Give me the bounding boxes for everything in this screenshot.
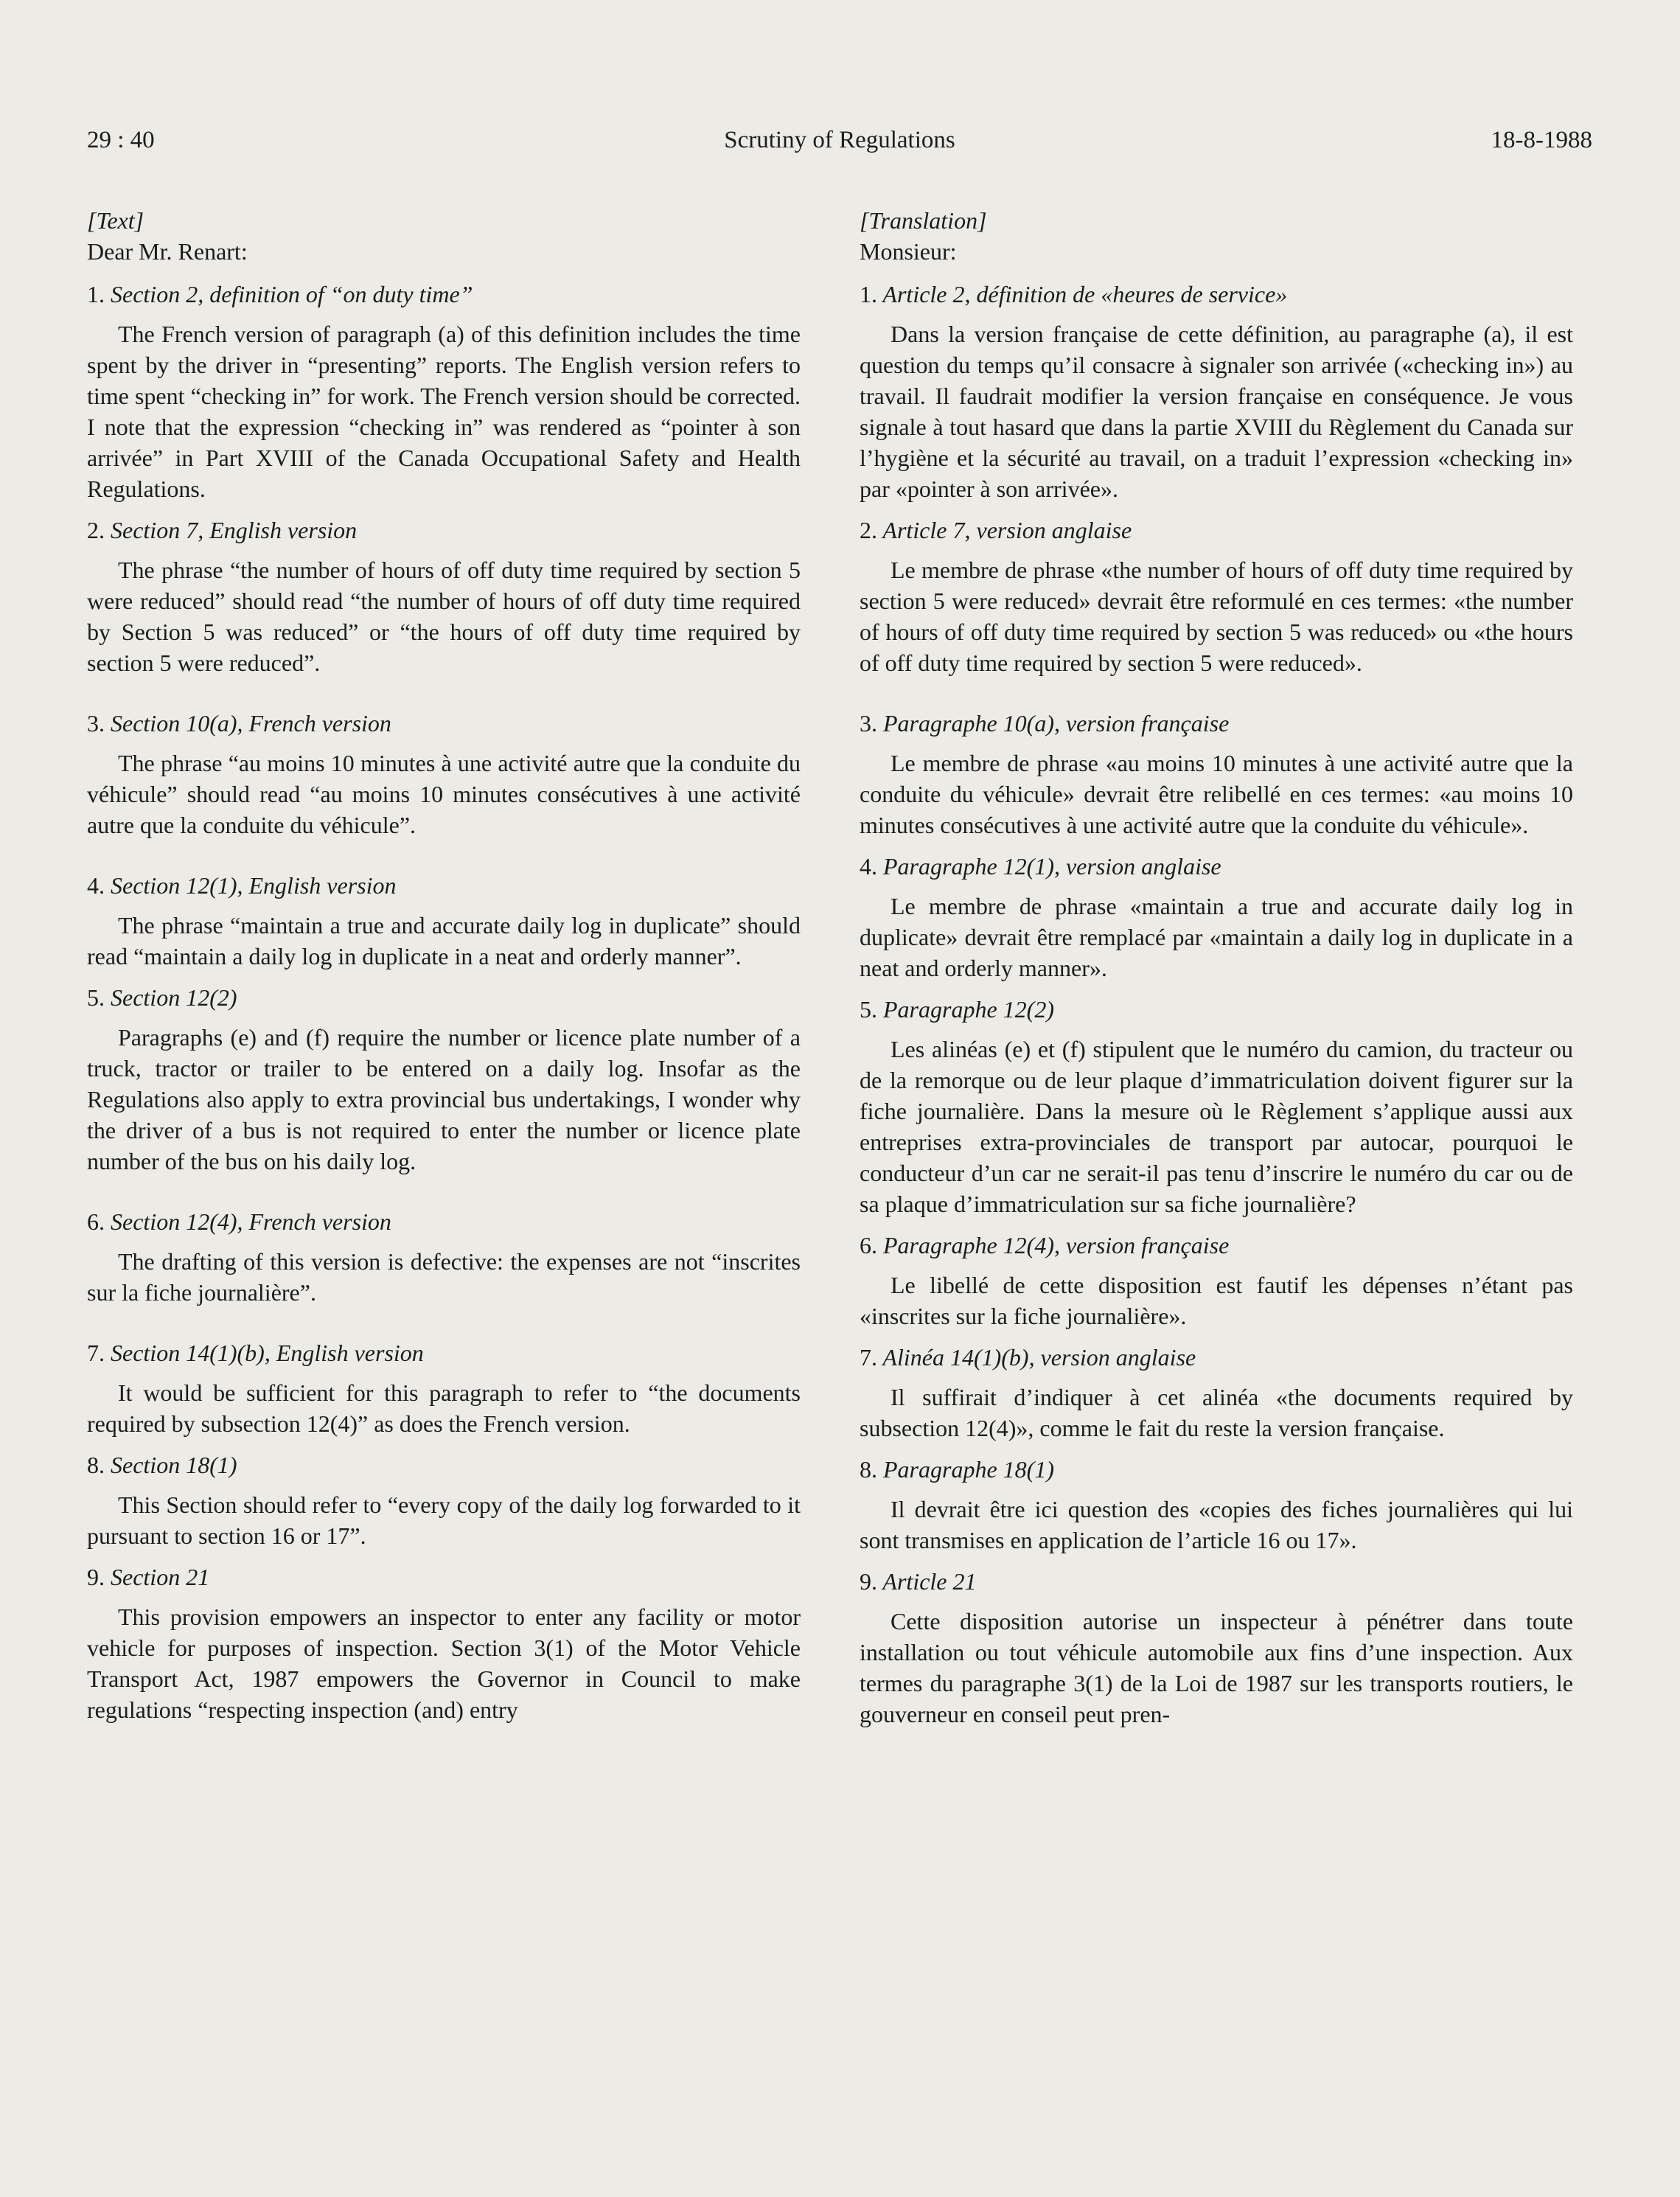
section-body: The French version of paragraph (a) of this definition includes the time spent by the driver in “presenting” reports. The English version refers to time spent “checking in” for work. The French version should be corrected. I note that the expression “checking in” was rendered as “pointer à son arrivée” in Part XVIII of the Canada Occupational Safety and Health Regulations.: [87, 321, 801, 502]
salutation: Dear Mr. Renart:: [87, 238, 248, 265]
section-heading: [860, 515, 1573, 546]
section-title: Section 10(a), French version: [111, 710, 391, 737]
section-number: 4.: [860, 853, 877, 880]
section-title: Section 21: [111, 1564, 210, 1590]
translation-label: [Translation]: [860, 207, 987, 234]
section-title: Paragraphe 18(1): [883, 1456, 1054, 1483]
section-heading: [87, 708, 801, 739]
section-number: 5.: [87, 984, 105, 1011]
section-heading: [860, 708, 1573, 739]
section-body: This provision empowers an inspector to enter any facility or motor vehicle for purposes of inspection. Section 3(1) of the Motor Vehicle Transport Act, 1987 empowers the Governor in Council to make regulations “respecting inspection (and) entry: [87, 1604, 801, 1723]
section-number: 2.: [87, 517, 105, 543]
section-number: 3.: [860, 710, 877, 737]
section-heading: [87, 1449, 801, 1480]
section-body: Il devrait être ici question des «copies des fiches journalières qui lui sont transmises en application de l’article 16 ou 17».: [860, 1496, 1573, 1553]
section-heading: [860, 1342, 1573, 1373]
section-body: Cette disposition autorise un inspecteur à pénétrer dans toute installation ou tout véhicule automobile aux fins d’une inspection. Aux termes du paragraphe 3(1) de la Loi de 1987 sur les transports routiers, le gouverneur en conseil peut pren-: [860, 1608, 1573, 1727]
section-title: Article 7, version anglaise: [882, 517, 1132, 543]
section-heading: [860, 994, 1573, 1025]
section-title: Article 2, définition de «heures de service»: [882, 281, 1288, 307]
section-body: The drafting of this version is defective: the expenses are not “inscrites sur la fiche journalière”.: [87, 1248, 801, 1306]
section-heading: [87, 870, 801, 901]
section-title: Section 12(4), French version: [111, 1208, 391, 1235]
page-reference: 29 : 40: [87, 127, 155, 153]
french-column: [860, 205, 1573, 1740]
section-body: Les alinéas (e) et (f) stipulent que le numéro du camion, du tracteur ou de la remorque ou de leur plaque d’immatriculation doivent figurer sur la fiche journalière. Dans la mesure où le Règlement s’applique aussi aux entreprises extra-provinciales de transport par autocar, pourquoi le conducteur d’un car ne serait-il pas tenu d’inscrire le numéro du car ou de sa plaque d’immatriculation sur sa fiche journalière?: [860, 1036, 1573, 1217]
section-heading: [860, 279, 1573, 310]
english-sections: [87, 279, 801, 1725]
section-number: 9.: [860, 1568, 877, 1595]
section-body: Le membre de phrase «the number of hours of off duty time required by section 5 were reduced» devrait être reformulé en ces termes: «the number of hours of off duty time required by section 5 was reduced» ou «the hours of off duty time required by section 5 were reduced».: [860, 557, 1573, 676]
section-heading: [87, 515, 801, 546]
section-body: Paragraphs (e) and (f) require the number or licence plate number of a truck, tractor or trailer to be entered on a daily log. Insofar as the Regulations also apply to extra provincial bus undertakings, I wonder why the driver of a bus is not required to enter the number or licence plate number of the bus on his daily log.: [87, 1024, 801, 1174]
section-number: 6.: [87, 1208, 105, 1235]
section-title: Section 18(1): [111, 1452, 237, 1478]
french-sections: [860, 279, 1573, 1730]
section-heading: [860, 1566, 1573, 1597]
section-number: 6.: [860, 1232, 877, 1258]
section-heading: [860, 851, 1573, 882]
section-body: Le membre de phrase «au moins 10 minutes à une activité autre que la conduite du véhicule» devrait être relibellé en ces termes: «au moins 10 minutes consécutives à une activité autre que la conduite du véhicule».: [860, 750, 1573, 838]
section-body: The phrase “maintain a true and accurate daily log in duplicate” should read “maintain a daily log in duplicate in a neat and orderly manner”.: [87, 912, 801, 969]
section-number: 9.: [87, 1564, 105, 1590]
text-label: [Text]: [87, 207, 144, 234]
section-heading: [87, 1337, 801, 1368]
section-title: Alinéa 14(1)(b), version anglaise: [882, 1344, 1196, 1371]
page-header: [87, 127, 1592, 154]
section-number: 3.: [87, 710, 105, 737]
section-title: Section 2, definition of “on duty time”: [111, 281, 473, 307]
section-body: Il suffirait d’indiquer à cet alinéa «the documents required by subsection 12(4)», comme le fait du reste la version française.: [860, 1384, 1573, 1441]
section-number: 8.: [860, 1456, 877, 1483]
salutation-french: Monsieur:: [860, 238, 957, 265]
section-heading: [87, 279, 801, 310]
section-number: 2.: [860, 517, 877, 543]
section-heading: [860, 1230, 1573, 1261]
section-heading: [87, 1206, 801, 1237]
section-number: 1.: [87, 281, 105, 307]
section-heading: [87, 1561, 801, 1592]
section-heading: [87, 982, 801, 1013]
section-title: Section 7, English version: [111, 517, 358, 543]
running-title: Scrutiny of Regulations: [724, 127, 955, 153]
section-body: Le libellé de cette disposition est fautif les dépenses n’étant pas «inscrites sur la fiche journalière».: [860, 1272, 1573, 1329]
section-body: Le membre de phrase «maintain a true and accurate daily log in duplicate» devrait être remplacé par «maintain a daily log in duplicate in a neat and orderly manner».: [860, 893, 1573, 981]
english-column: [87, 205, 801, 1735]
section-title: Article 21: [882, 1568, 977, 1595]
section-body: The phrase “the number of hours of off duty time required by section 5 were reduced” should read “the number of hours of off duty time required by Section 5 was reduced” or “the hours of off duty time required by section 5 were reduced”.: [87, 557, 801, 676]
section-body: This Section should refer to “every copy of the daily log forwarded to it pursuant to section 16 or 17”.: [87, 1491, 801, 1549]
section-number: 4.: [87, 872, 105, 899]
section-title: Paragraphe 12(4), version française: [883, 1232, 1230, 1258]
section-title: Section 12(1), English version: [111, 872, 397, 899]
section-heading: [860, 1454, 1573, 1485]
section-title: Section 14(1)(b), English version: [111, 1340, 424, 1366]
section-number: 7.: [860, 1344, 877, 1371]
section-body: It would be sufficient for this paragraph to refer to “the documents required by subsection 12(4)” as does the French version.: [87, 1379, 801, 1437]
section-number: 1.: [860, 281, 877, 307]
section-title: Paragraphe 12(2): [883, 996, 1054, 1023]
section-title: Paragraphe 12(1), version anglaise: [883, 853, 1221, 880]
section-number: 8.: [87, 1452, 105, 1478]
section-title: Paragraphe 10(a), version française: [883, 710, 1230, 737]
section-title: Section 12(2): [111, 984, 237, 1011]
section-body: Dans la version française de cette définition, au paragraphe (a), il est question du temps qu’il consacre à signaler son arrivée («checking in») au travail. Il faudrait modifier la version française en conséquence. Je vous signale à tout hasard que dans la partie XVIII du Règlement du Canada sur l’hygiène et la sécurité au travail, on a traduit l’expression «checking in» par «pointer à son arrivée».: [860, 321, 1573, 502]
section-number: 7.: [87, 1340, 105, 1366]
section-body: The phrase “au moins 10 minutes à une activité autre que la conduite du véhicule” should read “au moins 10 minutes consécutives à une activité autre que la conduite du véhicule”.: [87, 750, 801, 838]
header-date: 18-8-1988: [1491, 127, 1592, 153]
section-number: 5.: [860, 996, 877, 1023]
